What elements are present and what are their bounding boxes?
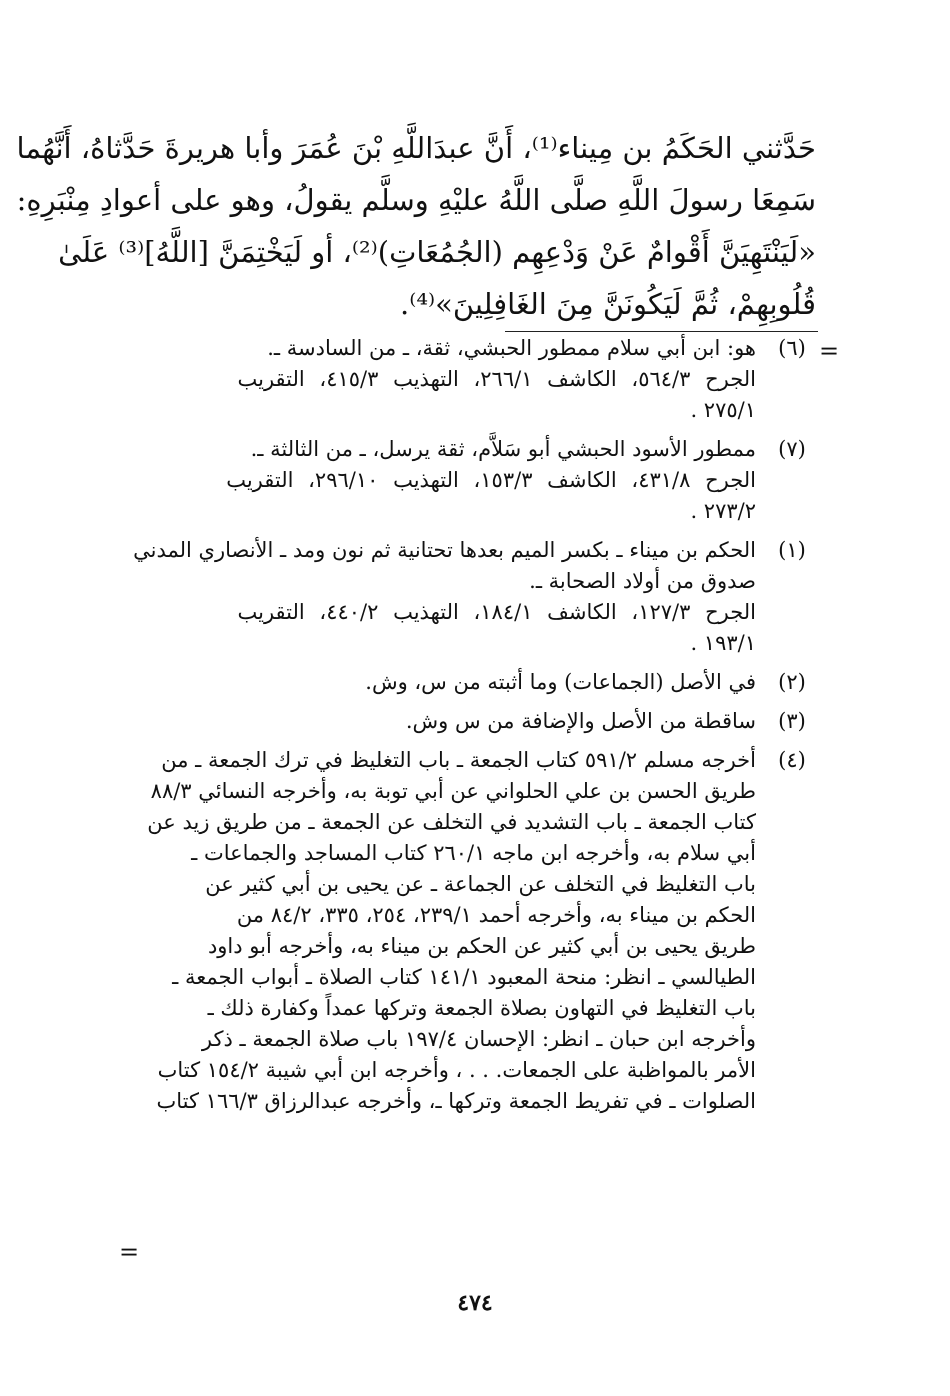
footnote-number: (٦) <box>778 336 806 360</box>
footnote-line: أخرجه مسلم ٥٩١/٢ كتاب الجمعة ـ باب التغليظ في ترك الجمعة ـ من <box>161 748 756 772</box>
footnote-line: ١٩٣/١ . <box>690 631 756 655</box>
footnote-6 <box>118 333 818 426</box>
footnote-line: ممطور الأسود الحبشي أبو سَلاَّم، ثقة يرسل، ـ من الثالثة ـ. <box>250 437 756 461</box>
footnote-2 <box>118 667 818 698</box>
footnote-line: هو: ابن أبي سلام ممطور الحبشي، ثقة، ـ من السادسة ـ. <box>267 336 756 360</box>
footnote-line: الجرح ٥٦٤/٣، الكاشف ٢٦٦/١، التهذيب ٤١٥/٣، التقريب <box>237 367 756 391</box>
footnote-line: الأمر بالمواظبة على الجمعات. . . ، وأخرجه ابن أبي شيبة ١٥٤/٢ كتاب <box>157 1058 756 1082</box>
footnote-3 <box>118 706 818 737</box>
footnote-line: الطيالسي ـ انظر: منحة المعبود ١٤١/١ كتاب الصلاة ـ أبواب الجمعة ـ <box>172 965 756 989</box>
footnote-number: (٢) <box>778 670 806 694</box>
footnote-line: كتاب الجمعة ـ باب التشديد في التخلف عن الجمعة ـ من طريق زيد عن <box>147 810 756 834</box>
footnote-number: (٧) <box>778 437 806 461</box>
footnote-line: باب التغليظ في التهاون بصلاة الجمعة وتركها عمداً وكفارة ذلك ـ <box>207 996 756 1020</box>
footnote-line: صدوق من أولاد الصحابة ـ. <box>529 569 756 593</box>
continuation-mark-bottom: = <box>118 1238 140 1266</box>
footnotes <box>118 333 818 1117</box>
footnote-divider <box>505 331 818 332</box>
footnote-line: الصلوات ـ في تفريط الجمعة وتركها ـ، وأخرجه عبدالرزاق ١٦٦/٣ كتاب <box>156 1089 756 1113</box>
footnote-line: ساقطة من الأصل والإضافة من س وش. <box>405 709 756 733</box>
footnote-line: طريق يحيى بن أبي كثير عن الحكم بن ميناء به، وأخرجه أبو داود <box>207 934 756 958</box>
footnote-line: أبي سلام به، وأخرجه ابن ماجه ٢٦٠/١ كتاب المساجد والجماعات ـ <box>191 841 756 865</box>
main-text-line: «لَيَنْتَهِيَنَّ أَقْوامٌ عَنْ وَدْعِهِم (الجُمُعَاتِ)⁽²⁾، أو لَيَخْتِمَنَّ [اللَّهُ]⁽³⁾ عَلَىٰ <box>58 235 816 269</box>
footnote-number: (٣) <box>778 709 806 733</box>
main-text-line: حَدَّثني الحَكَمُ بن مِيناء⁽¹⁾، أَنَّ عبدَاللَّهِ بْنَ عُمَرَ وأبا هريرةَ حَدَّثاهُ، أَنَّهُما <box>16 131 816 165</box>
footnote-1 <box>118 535 818 659</box>
footnote-line: الجرح ١٢٧/٣، الكاشف ١٨٤/١، التهذيب ٤٤٠/٢، التقريب <box>237 600 756 624</box>
main-text <box>16 122 816 330</box>
footnote-line: وأخرجه ابن حبان ـ انظر: الإحسان ١٩٧/٤ باب صلاة الجمعة ـ ذكر <box>201 1027 756 1051</box>
footnote-line: ٢٧٥/١ . <box>690 398 756 422</box>
footnote-line: ٢٧٣/٢ . <box>690 499 756 523</box>
main-text-line: سَمِعَا رسولَ اللَّهِ صلَّى اللَّهُ عليْهِ وسلَّم يقولُ، وهو على أعوادِ مِنْبَرِهِ: <box>16 183 816 217</box>
page-number: ٤٧٤ <box>457 1290 493 1316</box>
continuation-mark-top: = <box>818 337 840 365</box>
footnote-line: طريق الحسن بن علي الحلواني عن أبي توبة به، وأخرجه النسائي ٨٨/٣ <box>150 779 756 803</box>
footnote-number: (٤) <box>778 748 806 772</box>
main-text-line: قُلُوبِهِمْ، ثُمَّ لَيَكُونَنَّ مِنَ الغَافِلِينَ»⁽⁴⁾. <box>400 287 816 321</box>
footnote-7 <box>118 434 818 527</box>
footnote-line: الحكم بن ميناء به، وأخرجه أحمد ٢٣٩/١، ٢٥٤، ٣٣٥، ٨٤/٢ من <box>236 903 756 927</box>
footnote-number: (١) <box>778 538 806 562</box>
footnote-line: في الأصل (الجماعات) وما أثبته من س، وش. <box>365 670 756 694</box>
footnote-line: الجرح ٤٣١/٨، الكاشف ١٥٣/٣، التهذيب ٢٩٦/١٠، التقريب <box>226 468 756 492</box>
footnote-line: باب التغليظ في التخلف عن الجماعة ـ عن يحيى بن أبي كثير عن <box>205 872 756 896</box>
footnote-4 <box>118 745 818 1117</box>
footnote-line: الحكم بن ميناء ـ بكسر الميم بعدها تحتانية ثم نون ومد ـ الأنصاري المدني <box>133 538 756 562</box>
